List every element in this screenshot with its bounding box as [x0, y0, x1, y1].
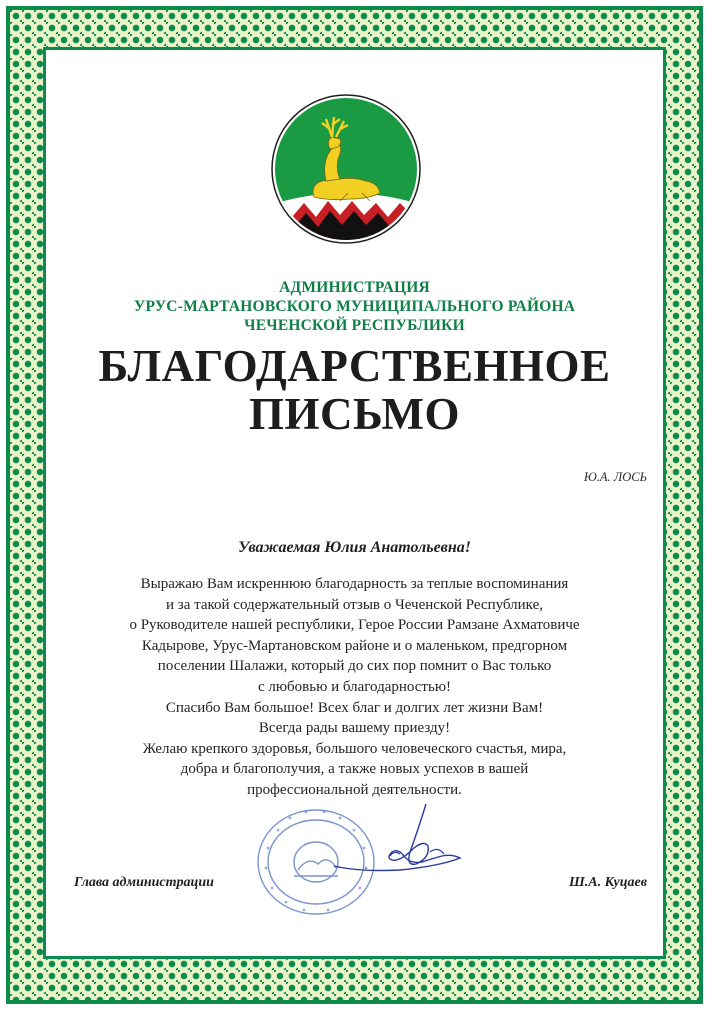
- title-line-2: ПИСЬМО: [249, 389, 460, 439]
- body-line: Всегда рады вашему приезду!: [258, 720, 451, 737]
- body-line: поселении Шалажи, который до сих пор помнит о Вас только: [157, 658, 552, 675]
- org-line-1: АДМИНИСТРАЦИЯ: [279, 279, 430, 296]
- handwritten-signature-icon: [330, 800, 490, 890]
- document-title: [70, 342, 639, 438]
- organization-header: [70, 278, 639, 335]
- body-line: и за такой содержательный отзыв о Чеченской Республике,: [166, 596, 543, 613]
- signatory-name: Ш.А. Куцаев: [569, 875, 647, 890]
- org-line-3: ЧЕЧЕНСКОЙ РЕСПУБЛИКИ: [244, 317, 465, 334]
- deer-coat-of-arms-icon: [270, 93, 422, 245]
- body-line: Спасибо Вам большое! Всех благ и долгих лет жизни Вам!: [165, 699, 544, 716]
- org-line-2: УРУС-МАРТАНОВСКОГО МУНИЦИПАЛЬНОГО РАЙОНА: [133, 298, 576, 315]
- body-line: Желаю крепкого здоровья, большого человеческого счастья, мира,: [142, 740, 567, 757]
- body-line: о Руководителе нашей республики, Герое России Рамзане Ахматовиче: [129, 617, 580, 634]
- greeting: Уважаемая Юлия Анатольевна!: [238, 539, 471, 556]
- signatory-position: Глава администрации: [74, 875, 214, 890]
- body-line: Выражаю Вам искреннюю благодарность за теплые воспоминания: [140, 576, 569, 592]
- recipient-short-name: Ю.А. ЛОСЬ: [583, 470, 647, 484]
- body-line: с любовью и благодарностью!: [257, 678, 452, 695]
- letter-body: [78, 574, 631, 801]
- body-line: профессиональной деятельности.: [247, 781, 462, 798]
- body-line: добра и благополучия, а также новых успехов в вашей: [180, 761, 529, 778]
- body-line: Кадырове, Урус-Мартановском районе и о маленьком, предгорном: [141, 637, 568, 654]
- title-line-1: БЛАГОДАРСТВЕННОЕ: [98, 341, 611, 391]
